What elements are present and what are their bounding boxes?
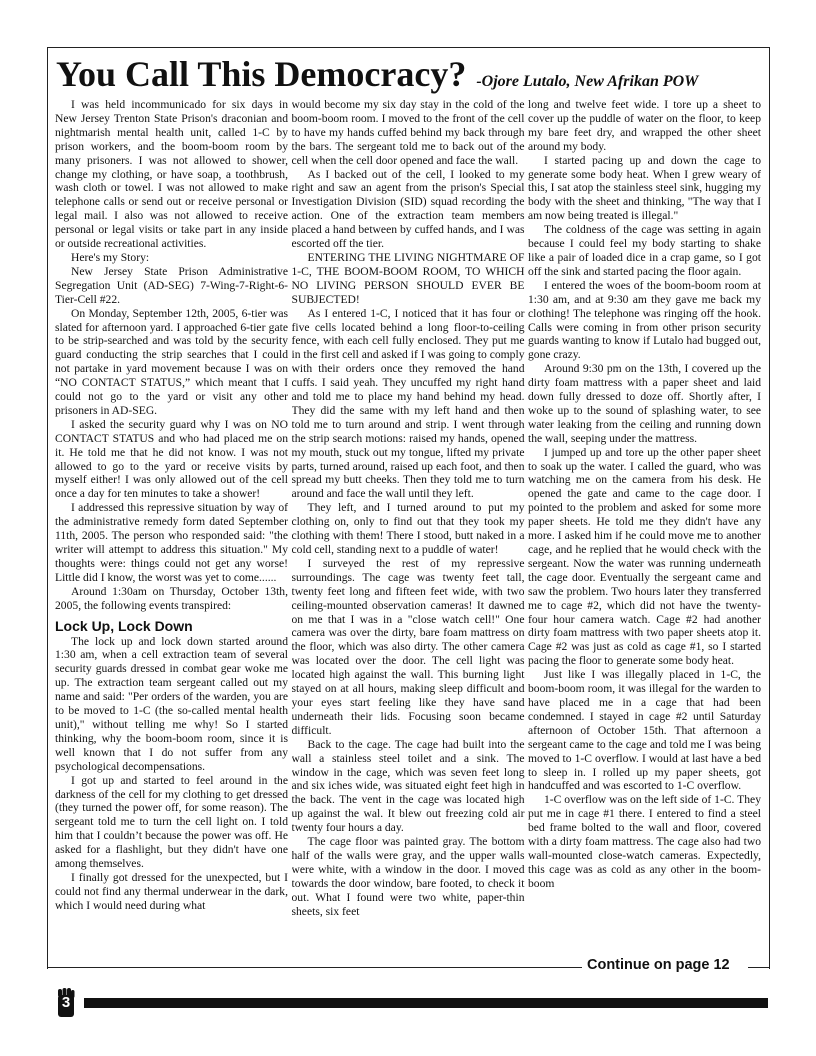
continue-notice: Continue on page 12: [587, 957, 730, 973]
header: [56, 54, 762, 98]
column-1: [55, 98, 288, 956]
paragraph: I addressed this repressive situation by way of the administrative remedy form dated September 11th, 2005. The person who responded said: "the writer will attempt to address this situation." My thoughts were: things could not get any worse! Little did I know, the worst was yet to come......: [55, 501, 288, 584]
paragraph: I finally got dressed for the unexpected, but I could not find any thermal underwear in the dark, which I would need during what: [55, 870, 288, 912]
paragraph: The coldness of the cage was setting in again because I could feel my body starting to shake like a pair of loaded dice in a crap game, so I got off the sink and started pacing the floor again.: [528, 223, 761, 278]
article-title: You Call This Democracy?: [56, 54, 467, 94]
column-3: [528, 98, 761, 956]
paragraph: would become my six day stay in the cold of the boom-boom room. I moved to the front of the cell to have my hands cuffed behind my back through the bars. The sergeant told me to back out of the cell when the cell door opened and face the wall.: [291, 98, 525, 167]
paragraph: Just like I was illegally placed in 1-C, the boom-boom room, it was illegal for the warden to have placed me in a cage that had been condemned. I stayed in cage #2 until Saturday afternoon of October 15th. That afternoon a sergeant came to the cage and told me I was being moved to 1-C overflow. I would at last have a bed to sleep in. I rolled up my paper sheets, got handcuffed and was escorted to 1-C overflow.: [528, 668, 761, 793]
paragraph: Here's my Story:: [71, 250, 150, 264]
page-number: 3: [61, 994, 71, 1011]
paragraph: I was held incommunicado for six days in New Jersey Trenton State Prison's draconian and nightmarish mental health unit, called 1-C by prison workers, and the boom-boom room by many prisoners. I was not allowed to shower, change my clothing, or have soap, a toothbrush, wash cloth or towel. I was not allowed to make telephone calls or send out or receive personal or legal mail. I also was not allowed to receive personal or legal visits or take part in any inside or outside recreational activities.: [55, 98, 288, 251]
paragraph: I got up and started to feel around in the darkness of the cell for my clothing to get dressed (they turned the power off, for some reason). The sergeant told me to turn the cell light on. I told him that I couldn’t because the power was off. He asked for a flashlight, but they didn't have one among themselves.: [55, 773, 288, 871]
paragraph: ENTERING THE LIVING NIGHTMARE OF 1-C, THE BOOM-BOOM ROOM, TO WHICH NO LIVING PERSON SHOULD EVER BE SUBJECTED!: [291, 250, 525, 306]
paragraph: The cage floor was painted gray. The bottom half of the walls were gray, and the upper walls were white, with a window in the door. I moved towards the door window, bare footed, to check it out. What I found were two white, paper-thin sheets, six feet: [291, 835, 525, 918]
paragraph: They left, and I turned around to put my clothing on, only to find out that they took my clothing with them! There I stood, butt naked in a cold cell, standing next to a puddle of water!: [291, 501, 525, 556]
paragraph: Around 9:30 pm on the 13th, I covered up the dirty foam mattress with a paper sheet and laid down fully dressed to doze off. Shortly after, I woke up to the sound of splashing water, to see water leaking from the ceiling and running down the wall, seeping under the mattress.: [528, 362, 761, 445]
paragraph: I surveyed the rest of my repressive surroundings. The cage was twenty feet tall, twenty feet long and fifteen feet wide, with two ceiling-mounted observation cameras! It dawned on me that I was in a "close watch cell!" One camera was over the dirty, bare foam mattress on the floor, which was also dirty. The other camera was located over the door. The cell light was located high against the wall. This burning light stayed on at all hours, making sleep difficult and your eyes start feeling like they have sand underneath their lids. Focusing soon became difficult.: [291, 556, 525, 737]
paragraph: New Jersey State Prison Administrative Segregation Unit (AD-SEG) 7-Wing-7-Right-6-Tier-Cell #22.: [55, 264, 288, 306]
paragraph: long and twelve feet wide. I tore up a sheet to cover up the puddle of water on the floor, to keep my bare feet dry, and wrapped the other sheet around my body.: [528, 98, 761, 153]
frame-divider-right: [748, 967, 769, 968]
paragraph: Back to the cage. The cage had built into the wall a stainless steel toilet and a sink. The window in the cage, which was seven feet long and six iches wide, was situated eight feet high in the back. The vent in the cage was located high up against the wal. It blew out freezing cold air twenty four hours a day.: [291, 737, 525, 835]
paragraph: I asked the security guard why I was on NO CONTACT STATUS and who had placed me on it. He told me that he did not know. I was not allowed to go to the yard or receive visits by myself either! I was only allowed out of the cell once a day for ten minutes to take a shower!: [55, 417, 288, 501]
paragraph: I jumped up and tore up the other paper sheet to soak up the water. I called the guard, who was watching me on the camera from his desk. He opened the gate and came to the cage door. I pointed to the problem and asked for some more paper sheets. He told me they didn't have any more. I asked him if he could move me to another cage, and he replied that he would check with the sergeant. Now the water was running underneath the cage door. Eventually the sergeant came and saw the problem. Two hours later they transferred me to cage #2, which did not have the twenty-four hour camera watch. Cage #2 had another dirty foam mattress with two paper sheets atop it. Cage #2 was just as cold as cage #1, so I started pacing the floor to generate some body heat.: [528, 445, 761, 668]
article-byline: -Ojore Lutalo, New Afrikan POW: [476, 73, 699, 90]
paragraph: I entered the woes of the boom-boom room at 1:30 am, and at 9:30 am they gave me back my clothing! The telephone was ringing off the hook. Calls were coming in from other prison security guards wanting to know if Lutalo had bugged out, gone crazy.: [528, 278, 761, 362]
paragraph: As I backed out of the cell, I looked to my right and saw an agent from the prison's Special Investigation Division (SID) squad recording the action. One of the extraction team members placed a hand between by cuffed hands, and I was escorted off the tier.: [291, 167, 525, 251]
paragraph: I started pacing up and down the cage to generate some body heat. When I grew weary of this, I sat atop the stainless steel sink, hugging my body with the sheet and thinking, "The way that I am now being treated is illegal.": [528, 153, 761, 223]
paragraph: Around 1:30am on Thursday, October 13th, 2005, the following events transpired:: [55, 584, 288, 612]
paragraph: The lock up and lock down started around 1:30 am, when a cell extraction team of several security guards dressed in combat gear woke me up. The extraction team sergeant called out my name and said: "Per orders of the warden, you are to be moved to 1-C (the so-called mental health unit)," without telling me why! So I started thinking, why the boom-boom room, since it is well known that I do not suffer from any psychological decompensations.: [55, 634, 288, 773]
column-2: [292, 98, 525, 956]
paragraph: 1-C overflow was on the left side of 1-C. They put me in cage #1 there. I entered to find a steel bed frame bolted to the wall and floor, covered with a dirty foam mattress. The cage also had two wall-mounted close-watch cameras. Expectedly, this cage was as cold as any other in the boom-boom: [528, 793, 761, 890]
article-body: [55, 98, 761, 956]
frame-divider-left: [47, 967, 582, 968]
footer-rule: [84, 998, 768, 1008]
section-heading: Lock Up, Lock Down: [55, 617, 193, 634]
paragraph: On Monday, September 12th, 2005, 6-tier was slated for afternoon yard. I approached 6-tier gate to be strip-searched and was told by the security guard conducting the strip searches that I could not partake in yard movement because I was on “NO CONTACT STATUS,” which meant that I could not go to the yard or visit any other prisoners in AD-SEG.: [55, 306, 288, 417]
paragraph: As I entered 1-C, I noticed that it has four or five cells located behind a long floor-to-ceiling fence, with each cell fully enclosed. They put me in the first cell and asked if I was going to comply with their orders once they removed the hand cuffs. I said yeah. They uncuffed my right hand and told me to place my hand behind my head. They did the same with my left hand and then told me to turn around and strip. I went through the strip search motions: raised my hands, opened my mouth, stuck out my tongue, lifted my private parts, turned around, raised up each foot, and then spread my butt cheeks. Then they told me to turn around and face the wall until they left.: [291, 306, 525, 501]
page-number-badge: [55, 987, 77, 1017]
